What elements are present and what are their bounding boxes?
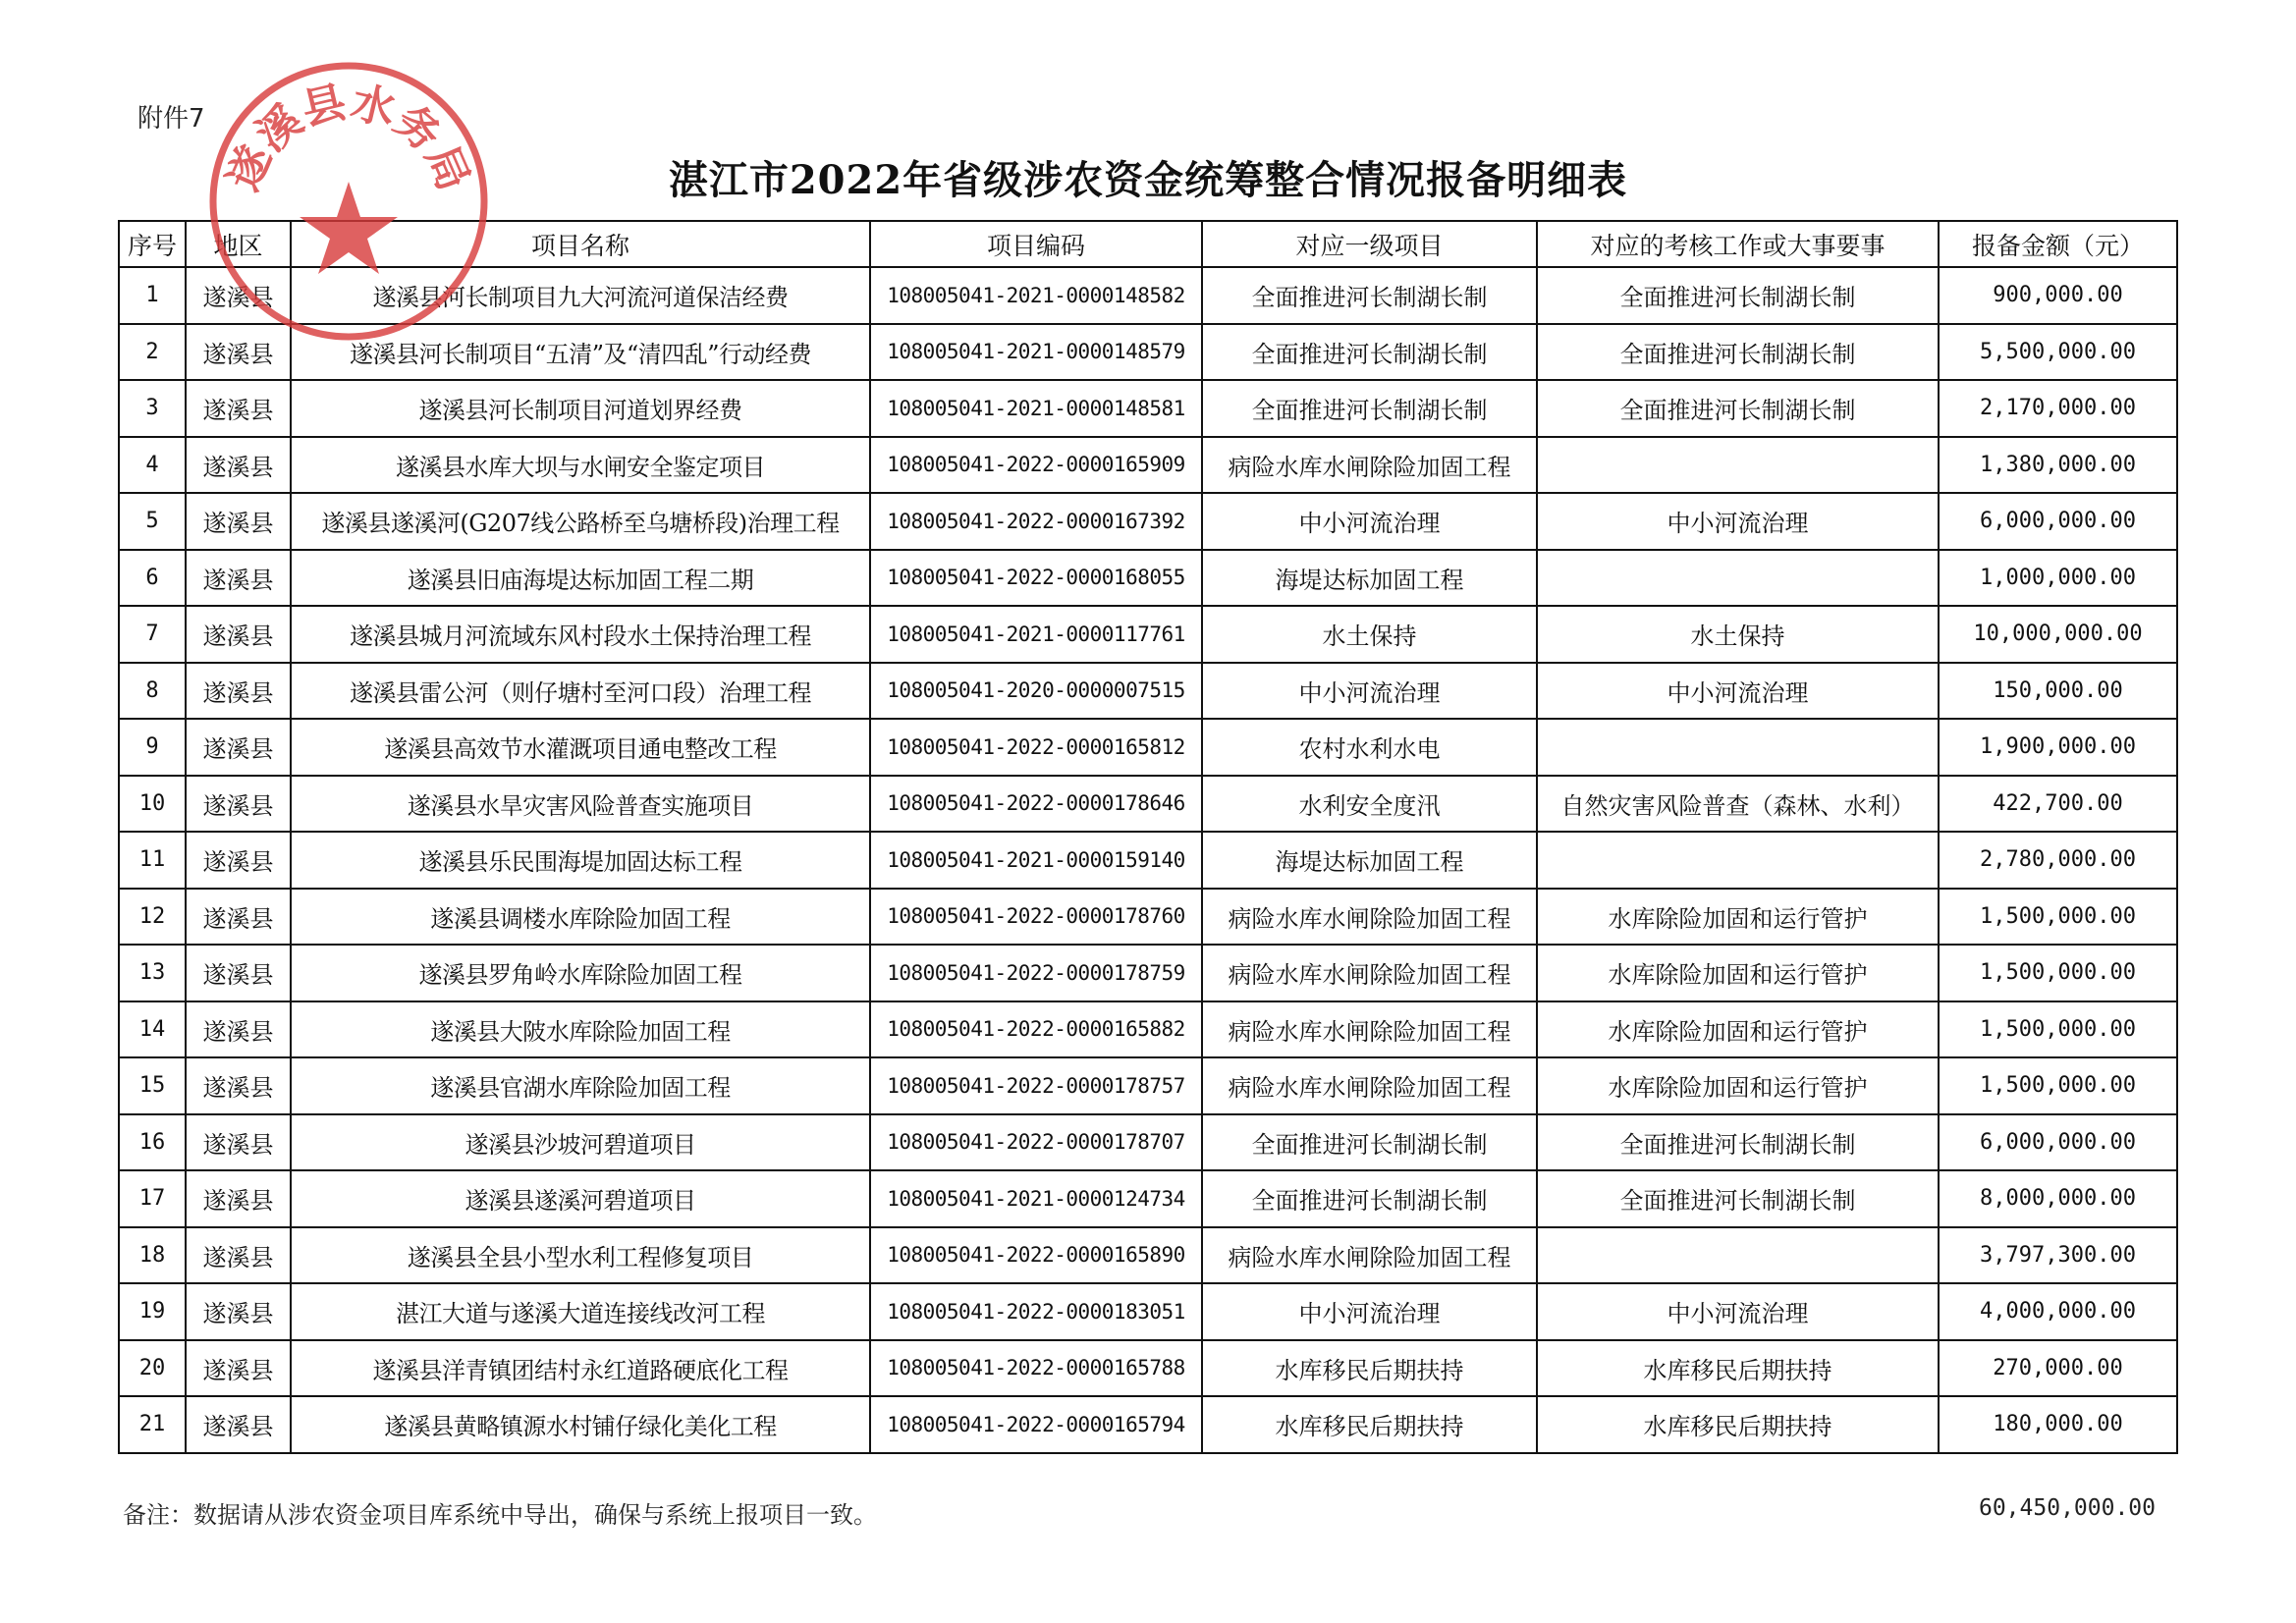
table-row bbox=[119, 663, 2177, 720]
row-no-cell: 17 bbox=[119, 1170, 186, 1227]
row-region-cell: 遂溪县 bbox=[186, 1114, 291, 1171]
table-row bbox=[119, 1396, 2177, 1453]
row-region-cell: 遂溪县 bbox=[186, 719, 291, 776]
table-row bbox=[119, 945, 2177, 1001]
table-row bbox=[119, 493, 2177, 550]
row-primary-project-cell: 病险水库水闸除险加固工程 bbox=[1202, 1001, 1537, 1058]
table-row bbox=[119, 1340, 2177, 1397]
row-amount-cell: 1,500,000.00 bbox=[1939, 945, 2177, 1001]
total-amount: 60,450,000.00 bbox=[1978, 1495, 2156, 1521]
row-no-cell: 19 bbox=[119, 1283, 186, 1340]
row-assessment-task-cell: 水库除险加固和运行管护 bbox=[1537, 889, 1939, 946]
row-amount-cell: 422,700.00 bbox=[1939, 776, 2177, 833]
row-project-code-cell: 108005041-2022-0000165794 bbox=[870, 1396, 1202, 1453]
row-region-cell: 遂溪县 bbox=[186, 437, 291, 494]
header-amount: 报备金额（元） bbox=[1939, 221, 2177, 267]
row-region-cell: 遂溪县 bbox=[186, 380, 291, 437]
row-amount-cell: 4,000,000.00 bbox=[1939, 1283, 2177, 1340]
row-project-code-cell: 108005041-2021-0000148582 bbox=[870, 267, 1202, 324]
row-region-cell: 遂溪县 bbox=[186, 550, 291, 607]
row-region-cell: 遂溪县 bbox=[186, 1340, 291, 1397]
row-assessment-task-cell: 中小河流治理 bbox=[1537, 1283, 1939, 1340]
row-primary-project-cell: 水土保持 bbox=[1202, 606, 1537, 663]
row-region-cell: 遂溪县 bbox=[186, 1283, 291, 1340]
row-primary-project-cell: 海堤达标加固工程 bbox=[1202, 550, 1537, 607]
row-primary-project-cell: 全面推进河长制湖长制 bbox=[1202, 267, 1537, 324]
row-assessment-task-cell: 自然灾害风险普查（森林、水利） bbox=[1537, 776, 1939, 833]
table-row bbox=[119, 1114, 2177, 1171]
table-row bbox=[119, 776, 2177, 833]
row-amount-cell: 3,797,300.00 bbox=[1939, 1227, 2177, 1284]
row-no-cell: 5 bbox=[119, 493, 186, 550]
attachment-label: 附件7 bbox=[137, 104, 205, 134]
table-body bbox=[119, 267, 2177, 1453]
table-row bbox=[119, 1001, 2177, 1058]
row-no-cell: 8 bbox=[119, 663, 186, 720]
row-project-code-cell: 108005041-2022-0000183051 bbox=[870, 1283, 1202, 1340]
row-project-name-cell: 遂溪县水库大坝与水闸安全鉴定项目 bbox=[291, 437, 870, 494]
row-no-cell: 20 bbox=[119, 1340, 186, 1397]
row-project-code-cell: 108005041-2021-0000148579 bbox=[870, 324, 1202, 381]
row-region-cell: 遂溪县 bbox=[186, 889, 291, 946]
table-row bbox=[119, 1227, 2177, 1284]
row-primary-project-cell: 病险水库水闸除险加固工程 bbox=[1202, 945, 1537, 1001]
row-no-cell: 16 bbox=[119, 1114, 186, 1171]
table-row bbox=[119, 437, 2177, 494]
detail-table bbox=[118, 220, 2178, 1454]
row-no-cell: 1 bbox=[119, 267, 186, 324]
row-assessment-task-cell: 中小河流治理 bbox=[1537, 493, 1939, 550]
row-no-cell: 12 bbox=[119, 889, 186, 946]
row-project-name-cell: 遂溪县河长制项目九大河流河道保洁经费 bbox=[291, 267, 870, 324]
row-project-code-cell: 108005041-2022-0000168055 bbox=[870, 550, 1202, 607]
row-project-name-cell: 遂溪县河长制项目河道划界经费 bbox=[291, 380, 870, 437]
row-project-name-cell: 遂溪县沙坡河碧道项目 bbox=[291, 1114, 870, 1171]
table-row bbox=[119, 380, 2177, 437]
row-project-code-cell: 108005041-2022-0000165882 bbox=[870, 1001, 1202, 1058]
row-primary-project-cell: 病险水库水闸除险加固工程 bbox=[1202, 1057, 1537, 1114]
row-project-name-cell: 遂溪县旧庙海堤达标加固工程二期 bbox=[291, 550, 870, 607]
row-project-code-cell: 108005041-2021-0000124734 bbox=[870, 1170, 1202, 1227]
row-assessment-task-cell bbox=[1537, 437, 1939, 494]
table-row bbox=[119, 889, 2177, 946]
row-project-name-cell: 遂溪县水旱灾害风险普查实施项目 bbox=[291, 776, 870, 833]
row-no-cell: 4 bbox=[119, 437, 186, 494]
row-amount-cell: 900,000.00 bbox=[1939, 267, 2177, 324]
row-no-cell: 2 bbox=[119, 324, 186, 381]
row-project-code-cell: 108005041-2022-0000165909 bbox=[870, 437, 1202, 494]
row-project-code-cell: 108005041-2022-0000165812 bbox=[870, 719, 1202, 776]
row-no-cell: 10 bbox=[119, 776, 186, 833]
row-assessment-task-cell: 水库移民后期扶持 bbox=[1537, 1396, 1939, 1453]
row-project-name-cell: 湛江大道与遂溪大道连接线改河工程 bbox=[291, 1283, 870, 1340]
row-primary-project-cell: 水库移民后期扶持 bbox=[1202, 1396, 1537, 1453]
table-row bbox=[119, 324, 2177, 381]
row-project-code-cell: 108005041-2021-0000148581 bbox=[870, 380, 1202, 437]
table-row bbox=[119, 267, 2177, 324]
row-project-code-cell: 108005041-2020-0000007515 bbox=[870, 663, 1202, 720]
row-assessment-task-cell bbox=[1537, 832, 1939, 889]
table-header-row bbox=[119, 221, 2177, 267]
row-project-code-cell: 108005041-2022-0000178707 bbox=[870, 1114, 1202, 1171]
row-primary-project-cell: 全面推进河长制湖长制 bbox=[1202, 324, 1537, 381]
row-region-cell: 遂溪县 bbox=[186, 663, 291, 720]
row-amount-cell: 1,000,000.00 bbox=[1939, 550, 2177, 607]
row-no-cell: 13 bbox=[119, 945, 186, 1001]
row-project-code-cell: 108005041-2021-0000159140 bbox=[870, 832, 1202, 889]
row-project-code-cell: 108005041-2022-0000178760 bbox=[870, 889, 1202, 946]
row-assessment-task-cell: 全面推进河长制湖长制 bbox=[1537, 1114, 1939, 1171]
row-no-cell: 7 bbox=[119, 606, 186, 663]
table-row bbox=[119, 606, 2177, 663]
header-assessment-task: 对应的考核工作或大事要事 bbox=[1537, 221, 1939, 267]
row-project-code-cell: 108005041-2021-0000117761 bbox=[870, 606, 1202, 663]
row-no-cell: 11 bbox=[119, 832, 186, 889]
row-assessment-task-cell: 水土保持 bbox=[1537, 606, 1939, 663]
row-primary-project-cell: 水库移民后期扶持 bbox=[1202, 1340, 1537, 1397]
row-assessment-task-cell: 全面推进河长制湖长制 bbox=[1537, 324, 1939, 381]
row-primary-project-cell: 病险水库水闸除险加固工程 bbox=[1202, 1227, 1537, 1284]
row-project-name-cell: 遂溪县遂溪河(G207线公路桥至乌塘桥段)治理工程 bbox=[291, 493, 870, 550]
row-project-code-cell: 108005041-2022-0000178759 bbox=[870, 945, 1202, 1001]
row-no-cell: 15 bbox=[119, 1057, 186, 1114]
row-region-cell: 遂溪县 bbox=[186, 1001, 291, 1058]
table-row bbox=[119, 719, 2177, 776]
row-project-name-cell: 遂溪县城月河流域东风村段水土保持治理工程 bbox=[291, 606, 870, 663]
row-project-name-cell: 遂溪县大陂水库除险加固工程 bbox=[291, 1001, 870, 1058]
row-project-code-cell: 108005041-2022-0000165890 bbox=[870, 1227, 1202, 1284]
row-region-cell: 遂溪县 bbox=[186, 1057, 291, 1114]
table-row bbox=[119, 1170, 2177, 1227]
table-row bbox=[119, 550, 2177, 607]
row-assessment-task-cell: 水库移民后期扶持 bbox=[1537, 1340, 1939, 1397]
row-amount-cell: 2,780,000.00 bbox=[1939, 832, 2177, 889]
row-primary-project-cell: 全面推进河长制湖长制 bbox=[1202, 380, 1537, 437]
header-project-code: 项目编码 bbox=[870, 221, 1202, 267]
row-amount-cell: 5,500,000.00 bbox=[1939, 324, 2177, 381]
row-amount-cell: 10,000,000.00 bbox=[1939, 606, 2177, 663]
row-amount-cell: 180,000.00 bbox=[1939, 1396, 2177, 1453]
row-assessment-task-cell: 水库除险加固和运行管护 bbox=[1537, 1057, 1939, 1114]
row-no-cell: 9 bbox=[119, 719, 186, 776]
row-amount-cell: 1,380,000.00 bbox=[1939, 437, 2177, 494]
row-assessment-task-cell: 中小河流治理 bbox=[1537, 663, 1939, 720]
row-project-name-cell: 遂溪县高效节水灌溉项目通电整改工程 bbox=[291, 719, 870, 776]
row-project-name-cell: 遂溪县官湖水库除险加固工程 bbox=[291, 1057, 870, 1114]
row-region-cell: 遂溪县 bbox=[186, 606, 291, 663]
row-region-cell: 遂溪县 bbox=[186, 776, 291, 833]
row-region-cell: 遂溪县 bbox=[186, 832, 291, 889]
row-amount-cell: 1,500,000.00 bbox=[1939, 889, 2177, 946]
row-primary-project-cell: 水利安全度汛 bbox=[1202, 776, 1537, 833]
row-primary-project-cell: 海堤达标加固工程 bbox=[1202, 832, 1537, 889]
row-project-code-cell: 108005041-2022-0000165788 bbox=[870, 1340, 1202, 1397]
row-primary-project-cell: 中小河流治理 bbox=[1202, 663, 1537, 720]
row-assessment-task-cell: 水库除险加固和运行管护 bbox=[1537, 945, 1939, 1001]
table-row bbox=[119, 1057, 2177, 1114]
row-amount-cell: 150,000.00 bbox=[1939, 663, 2177, 720]
row-assessment-task-cell: 全面推进河长制湖长制 bbox=[1537, 380, 1939, 437]
footnote: 备注：数据请从涉农资金项目库系统中导出，确保与系统上报项目一致。 bbox=[123, 1501, 877, 1529]
seal-text: 遂溪县水务局 bbox=[218, 77, 479, 198]
row-region-cell: 遂溪县 bbox=[186, 1396, 291, 1453]
row-amount-cell: 1,500,000.00 bbox=[1939, 1001, 2177, 1058]
row-project-code-cell: 108005041-2022-0000167392 bbox=[870, 493, 1202, 550]
row-primary-project-cell: 全面推进河长制湖长制 bbox=[1202, 1170, 1537, 1227]
row-project-name-cell: 遂溪县全县小型水利工程修复项目 bbox=[291, 1227, 870, 1284]
row-assessment-task-cell bbox=[1537, 550, 1939, 607]
row-project-name-cell: 遂溪县调楼水库除险加固工程 bbox=[291, 889, 870, 946]
row-primary-project-cell: 病险水库水闸除险加固工程 bbox=[1202, 889, 1537, 946]
row-region-cell: 遂溪县 bbox=[186, 1227, 291, 1284]
row-assessment-task-cell bbox=[1537, 1227, 1939, 1284]
row-primary-project-cell: 农村水利水电 bbox=[1202, 719, 1537, 776]
row-region-cell: 遂溪县 bbox=[186, 1170, 291, 1227]
row-amount-cell: 2,170,000.00 bbox=[1939, 380, 2177, 437]
row-primary-project-cell: 中小河流治理 bbox=[1202, 493, 1537, 550]
table-row bbox=[119, 1283, 2177, 1340]
header-project-name: 项目名称 bbox=[291, 221, 870, 267]
row-project-name-cell: 遂溪县雷公河（则仔塘村至河口段）治理工程 bbox=[291, 663, 870, 720]
row-primary-project-cell: 全面推进河长制湖长制 bbox=[1202, 1114, 1537, 1171]
row-no-cell: 18 bbox=[119, 1227, 186, 1284]
row-project-code-cell: 108005041-2022-0000178757 bbox=[870, 1057, 1202, 1114]
page-title: 湛江市2022年省级涉农资金统筹整合情况报备明细表 bbox=[668, 157, 1628, 203]
header-no: 序号 bbox=[119, 221, 186, 267]
row-project-name-cell: 遂溪县洋青镇团结村永红道路硬底化工程 bbox=[291, 1340, 870, 1397]
header-region: 地区 bbox=[186, 221, 291, 267]
row-region-cell: 遂溪县 bbox=[186, 493, 291, 550]
row-amount-cell: 6,000,000.00 bbox=[1939, 1114, 2177, 1171]
row-no-cell: 14 bbox=[119, 1001, 186, 1058]
row-project-name-cell: 遂溪县黄略镇源水村铺仔绿化美化工程 bbox=[291, 1396, 870, 1453]
row-region-cell: 遂溪县 bbox=[186, 324, 291, 381]
row-project-code-cell: 108005041-2022-0000178646 bbox=[870, 776, 1202, 833]
row-assessment-task-cell: 全面推进河长制湖长制 bbox=[1537, 267, 1939, 324]
row-amount-cell: 6,000,000.00 bbox=[1939, 493, 2177, 550]
header-primary-project: 对应一级项目 bbox=[1202, 221, 1537, 267]
row-project-name-cell: 遂溪县乐民围海堤加固达标工程 bbox=[291, 832, 870, 889]
row-no-cell: 6 bbox=[119, 550, 186, 607]
row-region-cell: 遂溪县 bbox=[186, 267, 291, 324]
row-amount-cell: 270,000.00 bbox=[1939, 1340, 2177, 1397]
row-primary-project-cell: 中小河流治理 bbox=[1202, 1283, 1537, 1340]
row-project-name-cell: 遂溪县河长制项目“五清”及“清四乱”行动经费 bbox=[291, 324, 870, 381]
row-project-name-cell: 遂溪县罗角岭水库除险加固工程 bbox=[291, 945, 870, 1001]
row-assessment-task-cell: 水库除险加固和运行管护 bbox=[1537, 1001, 1939, 1058]
row-assessment-task-cell bbox=[1537, 719, 1939, 776]
row-primary-project-cell: 病险水库水闸除险加固工程 bbox=[1202, 437, 1537, 494]
row-no-cell: 3 bbox=[119, 380, 186, 437]
row-amount-cell: 1,900,000.00 bbox=[1939, 719, 2177, 776]
row-project-name-cell: 遂溪县遂溪河碧道项目 bbox=[291, 1170, 870, 1227]
row-region-cell: 遂溪县 bbox=[186, 945, 291, 1001]
table-row bbox=[119, 832, 2177, 889]
row-amount-cell: 8,000,000.00 bbox=[1939, 1170, 2177, 1227]
row-assessment-task-cell: 全面推进河长制湖长制 bbox=[1537, 1170, 1939, 1227]
row-amount-cell: 1,500,000.00 bbox=[1939, 1057, 2177, 1114]
row-no-cell: 21 bbox=[119, 1396, 186, 1453]
